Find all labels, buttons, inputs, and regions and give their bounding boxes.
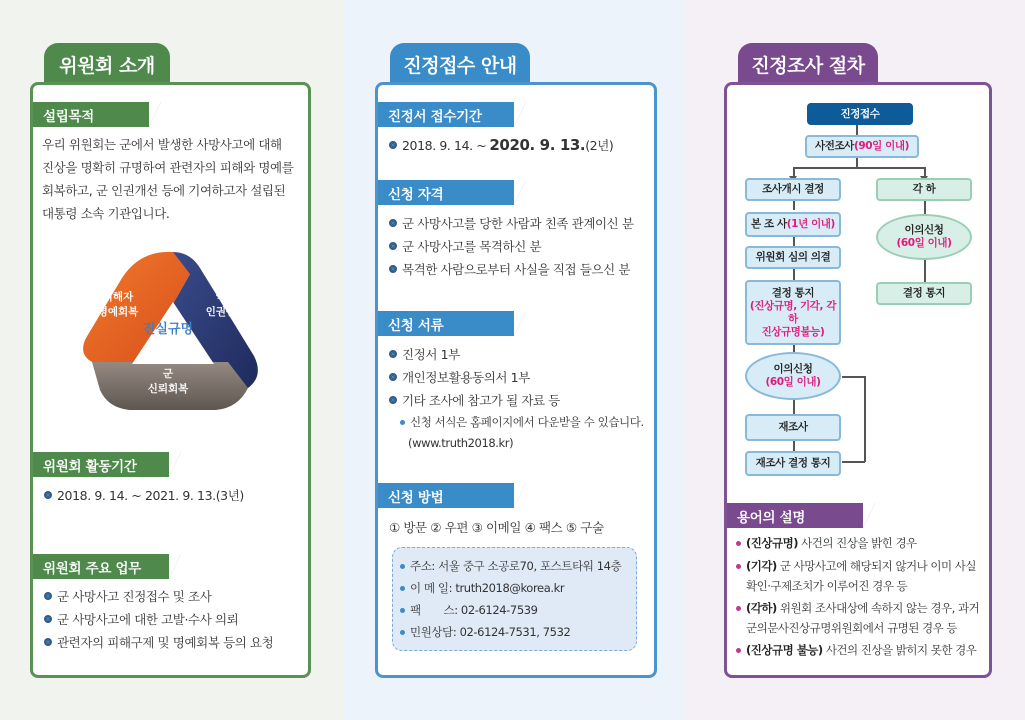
flow-label-note: (60일 이내) <box>896 237 952 249</box>
purpose-line: 대통령 소속 기관입니다. <box>42 206 170 221</box>
eligibility-text: 목격한 사람으로부터 사실을 직접 들으신 분 <box>402 262 631 277</box>
document-text: 진정서 1부 <box>402 347 460 362</box>
document-item <box>389 368 530 386</box>
section-header-eligibility <box>378 180 514 205</box>
duty-text: 군 사망사고 진정접수 및 조사 <box>57 589 212 604</box>
eligibility-item <box>389 237 541 255</box>
flow-step-dismissal: 각 하 <box>876 178 972 201</box>
bullet-icon <box>736 648 741 653</box>
contact-email[interactable] <box>400 580 564 596</box>
petition-period-note: (2년) <box>585 138 614 153</box>
term-name: (각하) <box>746 601 777 615</box>
connector-line <box>793 400 795 414</box>
contact-fax-text: 팩 스: 02-6124-7539 <box>410 603 538 617</box>
small-bullet-icon <box>400 420 405 425</box>
purpose-line: 진상을 명확히 규명하여 관련자의 피해와 명예를 <box>42 160 294 175</box>
tab-investigation-process: 진정조사 절차 <box>738 43 878 85</box>
duty-item <box>44 610 238 628</box>
eligibility-item <box>389 260 630 278</box>
section-header-purpose-label: 설립목적 <box>43 108 94 125</box>
bullet-icon <box>389 141 397 149</box>
connector-line <box>924 200 926 214</box>
connector-line <box>842 461 865 463</box>
section-header-petition-period-label: 진정서 접수기간 <box>388 108 482 125</box>
bullet-icon <box>44 592 52 600</box>
section-header-petition-period <box>378 102 514 127</box>
flow-step-main-investigation <box>745 212 841 237</box>
term-item <box>736 640 976 660</box>
header-arrow <box>149 102 161 127</box>
diagram-label-human-rights <box>196 290 256 320</box>
section-header-duties-label: 위원회 주요 업무 <box>43 560 141 577</box>
flow-step-decision-notice <box>745 280 841 345</box>
bullet-icon <box>44 491 52 499</box>
term-item-continued <box>746 576 907 596</box>
term-name: (진상규명) <box>746 536 798 550</box>
homepage-link[interactable]: (www.truth2018.kr) <box>408 436 514 450</box>
term-item <box>736 533 917 553</box>
petition-period-start: 2018. 9. 14. ~ <box>402 137 487 153</box>
flow-step-reinvestigation-notice: 재조사 결정 통지 <box>745 451 841 476</box>
header-arrow <box>514 180 526 205</box>
contact-phone <box>400 624 570 640</box>
connector-line <box>864 376 866 462</box>
flow-label-note: (90일 이내) <box>853 140 910 152</box>
diagram-center-truth: 진실규명 <box>142 322 194 337</box>
section-header-documents <box>378 311 514 336</box>
flow-label-note: 진상규명불능) <box>761 325 825 338</box>
purpose-line: 우리 위원회는 군에서 발생한 사망사고에 대해 <box>42 137 282 152</box>
flow-label-note: (진상규명, 기각, 각하 <box>749 299 837 325</box>
diagram-label-line: 국민 <box>215 291 237 303</box>
eligibility-text: 군 사망사고를 당한 사람과 친족 관계이신 분 <box>402 216 634 231</box>
term-item <box>736 556 976 576</box>
bullet-icon <box>44 615 52 623</box>
bullet-icon <box>736 541 741 546</box>
section-header-eligibility-label: 신청 자격 <box>388 186 444 203</box>
term-item <box>736 598 979 618</box>
flow-label: 사전조사 <box>814 140 854 152</box>
connector-line <box>842 376 864 378</box>
term-desc: 위원회 조사대상에 속하지 않는 경우, 과거 <box>776 601 980 615</box>
section-header-terms-label: 용어의 설명 <box>737 509 806 526</box>
document-text: 개인정보활용동의서 1부 <box>402 370 530 385</box>
eligibility-text: 군 사망사고를 목격하신 분 <box>402 239 542 254</box>
small-bullet-icon <box>400 586 405 591</box>
section-header-period <box>33 452 169 477</box>
tab-committee-intro: 위원회 소개 <box>44 43 170 85</box>
duty-item <box>44 633 273 651</box>
flow-step-objection <box>745 352 841 400</box>
section-header-method <box>378 483 514 508</box>
contact-fax <box>400 602 538 618</box>
header-arrow <box>514 102 526 127</box>
duty-item <box>44 587 211 605</box>
flow-label: 본 조 사 <box>751 218 787 230</box>
header-arrow <box>863 503 875 528</box>
document-item <box>389 345 460 363</box>
term-name: (진상규명 불능) <box>746 643 823 657</box>
small-bullet-icon <box>400 630 405 635</box>
connector-line <box>856 157 858 167</box>
flow-label: 결정 통지 <box>771 286 815 299</box>
connector-line <box>793 167 925 169</box>
bullet-icon <box>736 564 741 569</box>
flow-label-note: (60일 이내) <box>765 376 821 388</box>
connector-line <box>924 260 926 282</box>
flow-step-objection-right <box>876 214 972 260</box>
diagram-label-line: 군 <box>162 368 174 380</box>
eligibility-item <box>389 214 634 232</box>
flow-step-start-decision: 조사개시 결정 <box>745 178 841 201</box>
contact-address <box>400 558 621 574</box>
purpose-line: 회복하고, 군 인권개선 등에 기여하고자 설립된 <box>42 183 286 198</box>
term-name: (기각) <box>746 559 777 573</box>
term-desc: 확인·구제조치가 이루어진 경우 등 <box>746 579 908 593</box>
petition-period-end: 2020. 9. 13. <box>489 136 586 154</box>
method-list: ① 방문 ② 우편 ③ 이메일 ④ 팩스 ⑤ 구술 <box>389 520 604 535</box>
connector-line <box>793 344 795 352</box>
flow-step-decision-notice-right: 결정 통지 <box>876 282 972 305</box>
diagram-label-line: 명예회복 <box>97 306 139 318</box>
flow-step-preliminary-investigation <box>805 135 919 158</box>
bullet-icon <box>389 373 397 381</box>
section-header-period-label: 위원회 활동기간 <box>43 458 137 475</box>
term-desc: 군의문사진상규명위원회에서 규명된 경우 등 <box>746 621 958 635</box>
diagram-label-victim-honor <box>88 290 148 320</box>
document-note-text: 신청 서식은 홈페이지에서 다운받을 수 있습니다. <box>410 415 644 429</box>
contact-phone-text: 민원상담: 02-6124-7531, 7532 <box>410 625 571 639</box>
section-header-method-label: 신청 방법 <box>388 489 444 506</box>
contact-email-text[interactable]: 이 메 일: truth2018@korea.kr <box>410 581 565 595</box>
duty-text: 관련자의 피해구제 및 명예회복 등의 요청 <box>57 635 274 650</box>
term-desc: 군 사망사고에 해당되지 않거나 이미 사실 <box>776 559 977 573</box>
tab-petition-guide: 진정접수 안내 <box>390 43 530 85</box>
duty-text: 군 사망사고에 대한 고발·수사 의뢰 <box>57 612 239 627</box>
small-bullet-icon <box>400 608 405 613</box>
bullet-icon <box>389 265 397 273</box>
bullet-icon <box>44 638 52 646</box>
section-header-terms <box>727 503 863 528</box>
petition-period-item <box>389 136 613 154</box>
small-bullet-icon <box>400 564 405 569</box>
flow-step-committee-resolution: 위원회 심의 의결 <box>745 246 841 269</box>
section-header-duties <box>33 554 169 579</box>
document-item <box>389 391 560 409</box>
connector-line <box>793 200 795 210</box>
flow-label: 이의신청 <box>773 363 813 375</box>
diagram-label-line: 신뢰회복 <box>147 383 189 395</box>
diagram-label-line: 피해자 <box>102 291 134 303</box>
flow-step-petition-receipt: 진정접수 <box>807 103 913 125</box>
section-header-documents-label: 신청 서류 <box>388 317 444 334</box>
connector-line <box>793 236 795 246</box>
contact-address-text: 주소: 서울 중구 소공로70, 포스트타워 14층 <box>410 559 622 573</box>
section-header-purpose <box>33 102 149 127</box>
term-desc: 사건의 진상을 밝히지 못한 경우 <box>822 643 977 657</box>
period-item <box>44 486 244 504</box>
header-arrow <box>514 311 526 336</box>
diagram-label-military-trust <box>138 367 198 397</box>
document-text: 기타 조사에 참고가 될 자료 등 <box>402 393 560 408</box>
connector-line <box>793 268 795 280</box>
term-desc: 사건의 진상을 밝힌 경우 <box>797 536 917 550</box>
diagram-label-line: 인권증진 <box>205 306 247 318</box>
period-text: 2018. 9. 14. ~ 2021. 9. 13.(3년) <box>57 488 244 503</box>
purpose-text <box>42 133 306 225</box>
header-arrow <box>169 554 181 579</box>
flow-label: 이의신청 <box>904 224 944 236</box>
bullet-icon <box>389 396 397 404</box>
flow-label-note: (1년 이내) <box>786 218 835 230</box>
bullet-icon <box>389 219 397 227</box>
header-arrow <box>169 452 181 477</box>
flow-step-reinvestigation: 재조사 <box>745 414 841 441</box>
document-note <box>400 414 644 430</box>
bullet-icon <box>389 242 397 250</box>
term-item-continued <box>746 618 957 638</box>
header-arrow <box>514 483 526 508</box>
bullet-icon <box>736 606 741 611</box>
bullet-icon <box>389 350 397 358</box>
